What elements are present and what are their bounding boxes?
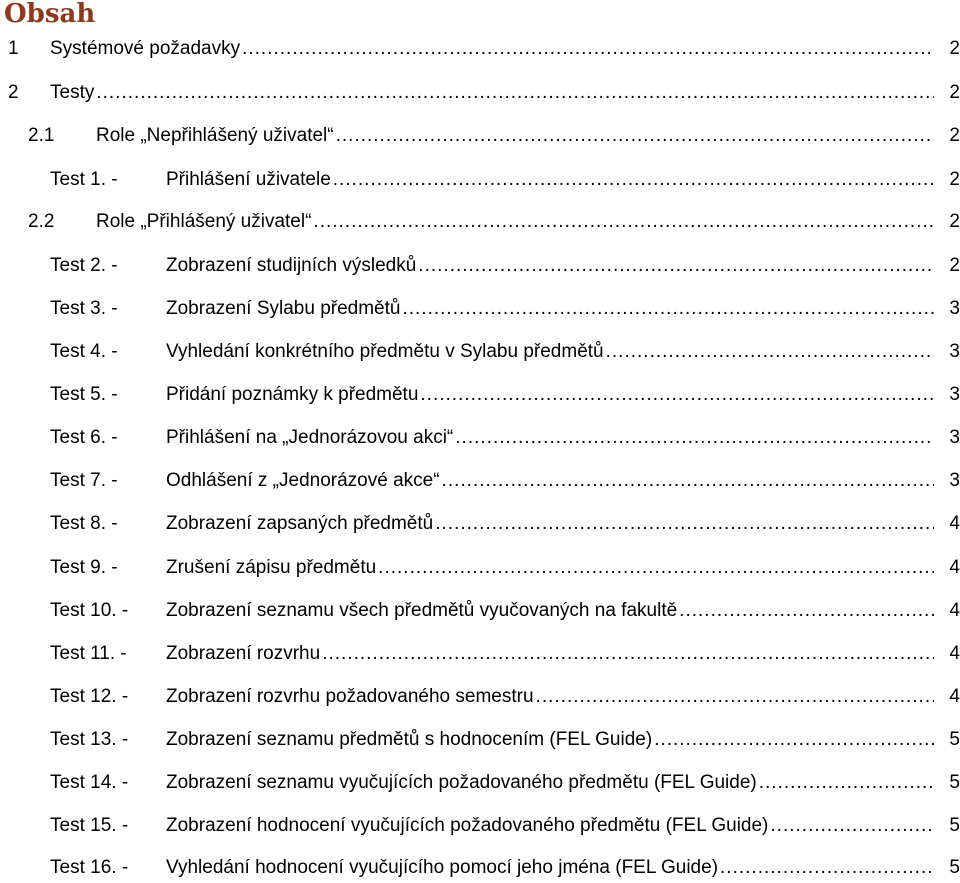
toc-entry-page: 3 bbox=[949, 298, 960, 319]
toc-entry-page: 4 bbox=[949, 600, 960, 621]
toc-entry[interactable] bbox=[0, 165, 960, 195]
toc-entry-page: 3 bbox=[949, 341, 960, 362]
toc-entry-label: Testy bbox=[50, 78, 96, 108]
toc-entry-number: Test 1. - bbox=[50, 169, 118, 190]
toc-entry[interactable] bbox=[0, 596, 960, 626]
toc-entry-label: Zobrazení seznamu všech předmětů vyučovaných na fakultě bbox=[166, 596, 679, 626]
toc-leader-dots bbox=[654, 725, 934, 755]
toc-leader-dots bbox=[536, 682, 934, 712]
toc-entry-label: Zobrazení seznamu předmětů s hodnocením (FEL Guide) bbox=[166, 725, 654, 755]
toc-entry-label: Zobrazení rozvrhu bbox=[166, 639, 322, 669]
toc-entry-page: 4 bbox=[949, 643, 960, 664]
toc-leader-dots bbox=[378, 553, 934, 583]
toc-entry-page: 4 bbox=[949, 557, 960, 578]
toc-entry[interactable] bbox=[0, 337, 960, 367]
toc-entry-page: 3 bbox=[949, 384, 960, 405]
toc-entry-number: 1 bbox=[8, 38, 19, 59]
toc-leader-dots bbox=[336, 121, 934, 151]
toc-leader-dots bbox=[679, 596, 934, 626]
toc-entry[interactable] bbox=[0, 380, 960, 410]
toc-entry-label: Role „Nepřihlášený uživatel“ bbox=[96, 121, 336, 151]
toc-entry[interactable] bbox=[0, 811, 960, 841]
toc-leader-dots bbox=[442, 466, 934, 496]
toc-entry[interactable] bbox=[0, 294, 960, 324]
toc-entry[interactable] bbox=[0, 207, 960, 237]
toc-leader-dots bbox=[96, 78, 934, 108]
toc-leader-dots bbox=[333, 165, 934, 195]
toc-entry[interactable] bbox=[0, 553, 960, 583]
toc-entry-page: 4 bbox=[949, 686, 960, 707]
toc-entry-number: Test 7. - bbox=[50, 470, 118, 491]
toc-entry-number: 2.2 bbox=[28, 211, 55, 232]
toc-entry[interactable] bbox=[0, 34, 960, 64]
toc-entry-label: Zobrazení zapsaných předmětů bbox=[166, 509, 435, 539]
toc-entry-label: Přihlášení na „Jednorázovou akci“ bbox=[166, 423, 455, 453]
toc-entry-number: Test 2. - bbox=[50, 255, 118, 276]
toc-entry[interactable] bbox=[0, 725, 960, 755]
toc-entry-page: 2 bbox=[949, 82, 960, 103]
toc-entry[interactable] bbox=[0, 509, 960, 539]
toc-entry-label: Vyhledání hodnocení vyučujícího pomocí jeho jména (FEL Guide) bbox=[166, 853, 720, 883]
toc-leader-dots bbox=[455, 423, 934, 453]
toc-entry[interactable] bbox=[0, 639, 960, 669]
toc-heading: Obsah bbox=[4, 0, 96, 29]
toc-leader-dots bbox=[313, 207, 934, 237]
toc-entry-page: 3 bbox=[949, 470, 960, 491]
toc-entry[interactable] bbox=[0, 78, 960, 108]
toc-entry[interactable] bbox=[0, 853, 960, 883]
toc-entry-number: 2.1 bbox=[28, 125, 55, 146]
toc-entry-label: Přihlášení uživatele bbox=[166, 165, 333, 195]
toc-entry[interactable] bbox=[0, 121, 960, 151]
toc-entry-page: 2 bbox=[949, 211, 960, 232]
toc-leader-dots bbox=[606, 337, 934, 367]
toc-entry-page: 5 bbox=[949, 772, 960, 793]
toc-entry-page: 5 bbox=[949, 815, 960, 836]
toc-entry-number: Test 12. - bbox=[50, 686, 129, 707]
toc-entry[interactable] bbox=[0, 251, 960, 281]
toc-entry-label: Zobrazení studijních výsledků bbox=[166, 251, 418, 281]
toc-entry-number: Test 5. - bbox=[50, 384, 118, 405]
toc-entry-number: Test 6. - bbox=[50, 427, 118, 448]
toc-entry-page: 4 bbox=[949, 513, 960, 534]
toc-entry-page: 2 bbox=[949, 169, 960, 190]
toc-entry-number: Test 3. - bbox=[50, 298, 118, 319]
toc-leader-dots bbox=[435, 509, 934, 539]
toc-entry-label: Vyhledání konkrétního předmětu v Sylabu předmětů bbox=[166, 337, 606, 367]
toc-entry[interactable] bbox=[0, 682, 960, 712]
toc-entry-page: 2 bbox=[949, 255, 960, 276]
toc-entry-number: Test 15. - bbox=[50, 815, 129, 836]
toc-leader-dots bbox=[420, 380, 934, 410]
toc-entry-label: Zobrazení hodnocení vyučujících požadovaného předmětu (FEL Guide) bbox=[166, 811, 770, 841]
toc-entry[interactable] bbox=[0, 768, 960, 798]
toc-entry-page: 5 bbox=[949, 729, 960, 750]
toc-entry-number: Test 16. - bbox=[50, 857, 129, 878]
toc-entry-label: Přidání poznámky k předmětu bbox=[166, 380, 420, 410]
toc-entry-number: Test 8. - bbox=[50, 513, 118, 534]
toc-leader-dots bbox=[418, 251, 934, 281]
toc-entry-label: Systémové požadavky bbox=[50, 34, 242, 64]
toc-entry-label: Zobrazení rozvrhu požadovaného semestru bbox=[166, 682, 536, 712]
toc-leader-dots bbox=[770, 811, 934, 841]
toc-entry-label: Role „Přihlášený uživatel“ bbox=[96, 207, 313, 237]
toc-entry-label: Zobrazení Sylabu předmětů bbox=[166, 294, 402, 324]
toc-leader-dots bbox=[759, 768, 934, 798]
toc-entry-number: Test 13. - bbox=[50, 729, 129, 750]
toc-entry[interactable] bbox=[0, 423, 960, 453]
toc-leader-dots bbox=[322, 639, 934, 669]
toc-leader-dots bbox=[720, 853, 934, 883]
toc-entry-page: 2 bbox=[949, 125, 960, 146]
toc-leader-dots bbox=[242, 34, 934, 64]
toc-entry-number: Test 11. - bbox=[50, 643, 127, 664]
toc-entry-page: 2 bbox=[949, 38, 960, 59]
toc-entry-number: Test 4. - bbox=[50, 341, 118, 362]
toc-leader-dots bbox=[402, 294, 934, 324]
toc-entry-page: 5 bbox=[949, 857, 960, 878]
toc-entry-number: 2 bbox=[8, 82, 19, 103]
toc-entry-page: 3 bbox=[949, 427, 960, 448]
toc-entry-label: Zrušení zápisu předmětu bbox=[166, 553, 378, 583]
toc-entry-number: Test 9. - bbox=[50, 557, 118, 578]
toc-entry-label: Odhlášení z „Jednorázové akce“ bbox=[166, 466, 442, 496]
toc-entry[interactable] bbox=[0, 466, 960, 496]
toc-entry-number: Test 10. - bbox=[50, 600, 129, 621]
toc-entry-number: Test 14. - bbox=[50, 772, 129, 793]
toc-entry-label: Zobrazení seznamu vyučujících požadovaného předmětu (FEL Guide) bbox=[166, 768, 759, 798]
